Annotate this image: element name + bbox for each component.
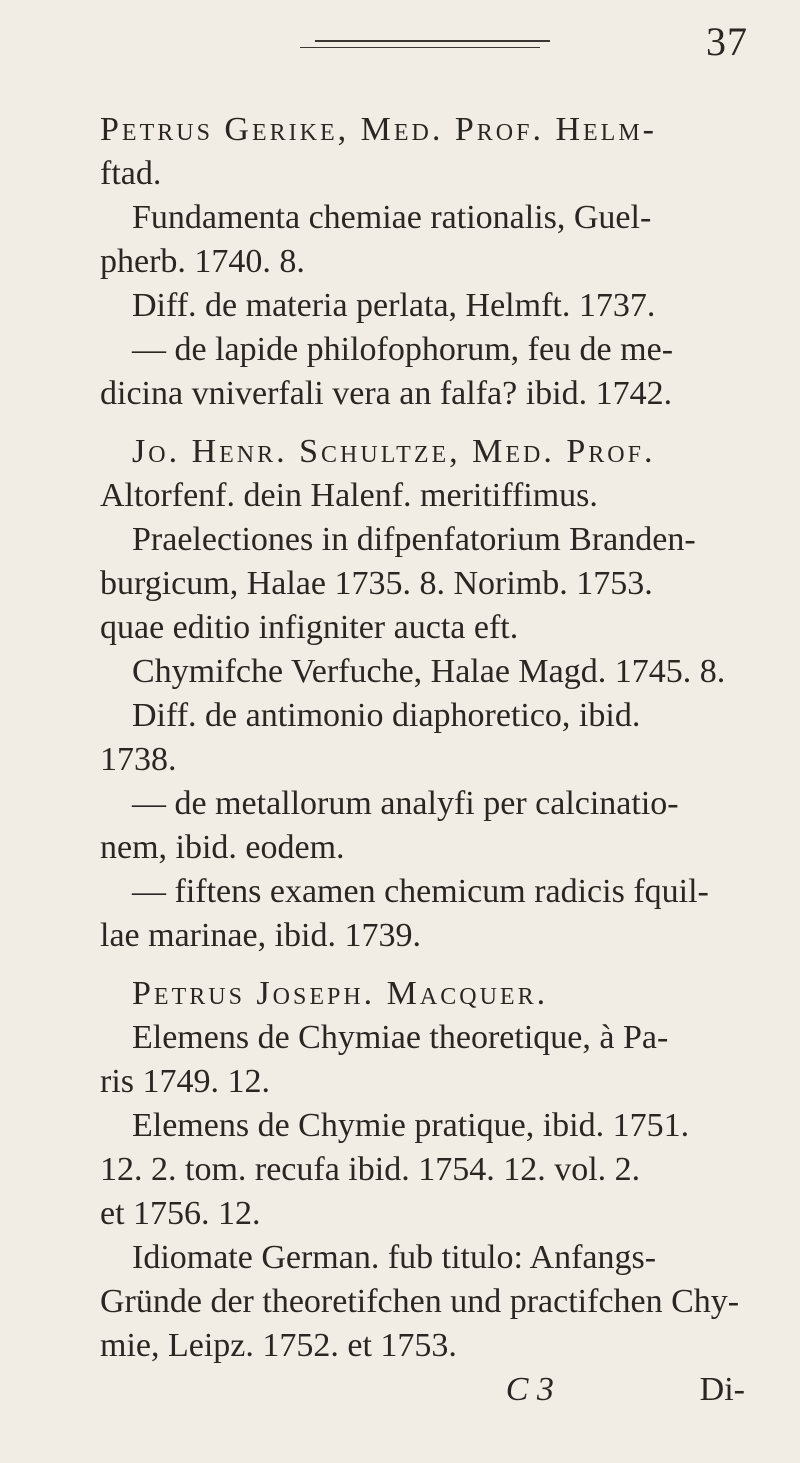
author-heading-line: Jo. Henr. Schultze, Med. Prof.	[132, 433, 656, 470]
catchword: Di-	[699, 1371, 745, 1408]
page-number: 37	[706, 19, 748, 64]
text-line: Gründe der theoretifchen und practifchen Chy-	[100, 1283, 740, 1320]
header-rule-second	[300, 47, 540, 48]
signature-mark: C 3	[505, 1371, 554, 1408]
text-line: et 1756. 12.	[100, 1195, 261, 1232]
text-line: mie, Leipz. 1752. et 1753.	[100, 1327, 457, 1364]
text-line: pherb. 1740. 8.	[100, 243, 305, 280]
text-line: Chymifche Verfuche, Halae Magd. 1745. 8.	[132, 653, 726, 690]
text-line: Diff. de materia perlata, Helmft. 1737.	[132, 287, 656, 324]
text-line: dicina vniverfali vera an falfa? ibid. 1742.	[100, 375, 673, 412]
author-heading-line: Petrus Gerike, Med. Prof. Helm-	[100, 111, 657, 148]
text-line: lae marinae, ibid. 1739.	[100, 917, 422, 954]
text-line: Elemens de Chymiae theoretique, à Pa-	[132, 1019, 669, 1056]
text-block	[100, 108, 745, 1412]
text-line: Altorfenf. dein Halenf. meritiffimus.	[100, 477, 598, 514]
text-line: burgicum, Halae 1735. 8. Norimb. 1753.	[100, 565, 653, 602]
text-line: Diff. de antimonio diaphoretico, ibid.	[132, 697, 641, 734]
text-line: ftad.	[100, 155, 162, 192]
text-line: 12. 2. tom. recufa ibid. 1754. 12. vol. 2.	[100, 1151, 641, 1188]
text-line: — de lapide philofophorum, feu de me-	[132, 331, 674, 368]
text-line: Fundamenta chemiae rationalis, Guel-	[132, 199, 652, 236]
footer-line	[100, 1368, 745, 1412]
text-line: Elemens de Chymie pratique, ibid. 1751.	[132, 1107, 690, 1144]
text-line: — de metallorum analyfi per calcinatio-	[132, 785, 679, 822]
text-line: 1738.	[100, 741, 177, 778]
text-line: nem, ibid. eodem.	[100, 829, 345, 866]
footer-spacer	[100, 1368, 360, 1412]
text-line: Praelectiones in difpenfatorium Branden-	[132, 521, 696, 558]
text-line: quae editio infigniter aucta eft.	[100, 609, 519, 646]
author-heading-line: Petrus Joseph. Macquer.	[132, 975, 549, 1012]
text-line: Idiomate German. fub titulo: Anfangs-	[132, 1239, 657, 1276]
text-line: ris 1749. 12.	[100, 1063, 270, 1100]
header-rule	[315, 40, 550, 42]
text-line: — fiftens examen chemicum radicis fquil-	[132, 873, 709, 910]
